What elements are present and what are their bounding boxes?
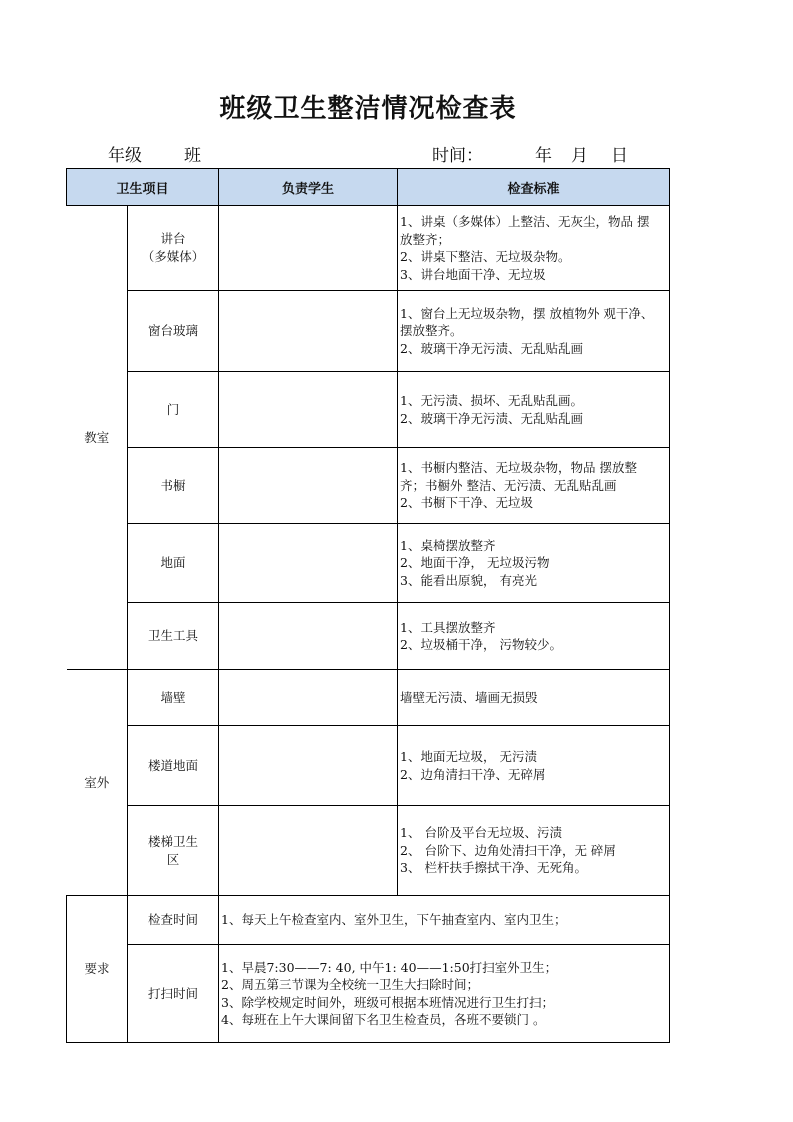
item-cell	[128, 806, 219, 896]
table-row	[67, 726, 670, 806]
standard-line: 2、边角清扫干净、无碎屑	[400, 766, 546, 782]
standard-line: 3、 栏杆扶手擦拭干净、无死角。	[400, 860, 587, 876]
item-label: 讲台	[160, 231, 186, 246]
class-label: 班	[184, 146, 201, 166]
standard-cell	[398, 726, 670, 806]
item-cell	[128, 448, 219, 524]
standard-line: 3、除学校规定时间外，班级可根据本班情况进行卫生打扫；	[221, 994, 554, 1010]
item-label: （多媒体）	[141, 249, 205, 264]
item-cell	[128, 726, 219, 806]
item-label: 地面	[160, 555, 186, 570]
table-row	[67, 603, 670, 670]
month-label: 月	[571, 146, 588, 166]
standard-line: 1、无污渍、损坏、无乱贴乱画。	[400, 393, 583, 408]
category-cell: 室外	[67, 670, 128, 896]
item-cell	[128, 524, 219, 603]
col-header-item: 卫生项目	[67, 169, 219, 206]
time-label: 时间：	[432, 146, 483, 166]
standard-line: 3、讲台地面干净、无垃圾	[400, 266, 546, 282]
item-cell	[128, 896, 219, 945]
item-label: 检查时间	[148, 912, 199, 927]
standard-line: 2、玻璃干净无污渍、无乱贴乱画	[400, 340, 583, 356]
day-label: 日	[611, 146, 628, 166]
student-cell[interactable]	[219, 524, 398, 603]
standard-line: 2、地面干净， 无垃圾污物	[400, 555, 550, 571]
item-label: 打扫时间	[148, 985, 199, 1001]
grade-label: 年级	[108, 146, 142, 166]
standard-line: 2、垃圾桶干净， 污物较少。	[400, 637, 562, 652]
standard-cell	[398, 291, 670, 372]
standard-cell	[398, 603, 670, 670]
item-label: 区	[166, 851, 180, 867]
student-cell[interactable]	[219, 372, 398, 448]
item-cell	[128, 291, 219, 372]
standard-line: 3、能看出原貌， 有亮光	[400, 572, 537, 588]
student-cell[interactable]	[219, 448, 398, 524]
standard-cell	[219, 896, 670, 945]
student-cell[interactable]	[219, 726, 398, 806]
standard-line: 2、书橱下干净、无垃圾	[400, 495, 533, 511]
standard-line: 1、书橱内整洁、无垃圾杂物，物品 摆放整齐；书橱外 整洁、无污渍、无乱贴乱画	[400, 460, 637, 493]
standard-cell	[398, 448, 670, 524]
standard-line: 2、讲桌下整洁、无垃圾杂物。	[400, 249, 571, 264]
table-row	[67, 806, 670, 896]
item-cell	[128, 372, 219, 448]
standard-line: 1、窗台上无垃圾杂物，摆 放植物外 观干净、摆放整齐。	[400, 305, 654, 339]
category-cell: 教室	[67, 206, 128, 670]
standard-line: 2、周五第三节课为全校统一卫生大扫除时间；	[221, 977, 479, 992]
item-label: 窗台玻璃	[148, 323, 199, 338]
standard-line: 1、每天上午检查室内、室外卫生，下午抽查室内、室内卫生；	[221, 912, 567, 928]
year-label: 年	[535, 146, 552, 166]
item-label: 门	[166, 401, 180, 417]
item-label: 卫生工具	[148, 628, 199, 643]
item-cell	[128, 206, 219, 291]
item-label: 书橱	[160, 477, 186, 493]
standard-cell	[219, 945, 670, 1043]
standard-line: 4、每班在上午大课间留下名卫生检查员，各班不要锁门 。	[221, 1012, 546, 1027]
item-cell	[128, 603, 219, 670]
standard-line: 2、玻璃干净无污渍、无乱贴乱画	[400, 410, 583, 426]
inspection-table	[66, 168, 670, 1043]
standard-cell	[398, 670, 670, 726]
student-cell[interactable]	[219, 206, 398, 291]
table-row	[67, 945, 670, 1043]
student-cell[interactable]	[219, 603, 398, 670]
standard-cell	[398, 524, 670, 603]
student-cell[interactable]	[219, 291, 398, 372]
table-header-row	[67, 169, 670, 206]
student-cell[interactable]	[219, 670, 398, 726]
item-label: 墙壁	[160, 689, 186, 705]
standard-line: 1、 台阶及平台无垃圾、污渍	[400, 825, 562, 841]
standard-line: 1、工具摆放整齐	[400, 619, 496, 635]
item-cell	[128, 670, 219, 726]
item-label: 楼道地面	[148, 757, 199, 773]
table-row	[67, 372, 670, 448]
item-label: 楼梯卫生	[148, 833, 199, 849]
category-cell: 要求	[67, 896, 128, 1043]
table-row	[67, 670, 670, 726]
standard-line: 1、地面无垃圾， 无污渍	[400, 749, 537, 764]
table-row	[67, 206, 670, 291]
standard-line: 1、讲桌（多媒体）上整洁、无灰尘，物品 摆放整齐；	[400, 214, 650, 247]
standard-cell	[398, 372, 670, 448]
standard-line: 1、早晨7:30——7: 40, 中午1: 40——1:50打扫室外卫生；	[221, 959, 558, 975]
student-cell[interactable]	[219, 806, 398, 896]
standard-line: 1、桌椅摆放整齐	[400, 537, 496, 553]
table-row	[67, 524, 670, 603]
standard-cell	[398, 206, 670, 291]
standard-line: 2、 台阶下、边角处清扫干净，无 碎屑	[400, 842, 616, 858]
col-header-student: 负责学生	[219, 169, 398, 206]
standard-cell	[398, 806, 670, 896]
standard-line: 墙壁无污渍、墙画无损毁	[400, 689, 538, 705]
table-row	[67, 896, 670, 945]
col-header-standard: 检查标准	[398, 169, 670, 206]
table-row	[67, 291, 670, 372]
table-row	[67, 448, 670, 524]
page-title: 班级卫生整洁情况检查表	[219, 94, 517, 124]
item-cell	[128, 945, 219, 1043]
